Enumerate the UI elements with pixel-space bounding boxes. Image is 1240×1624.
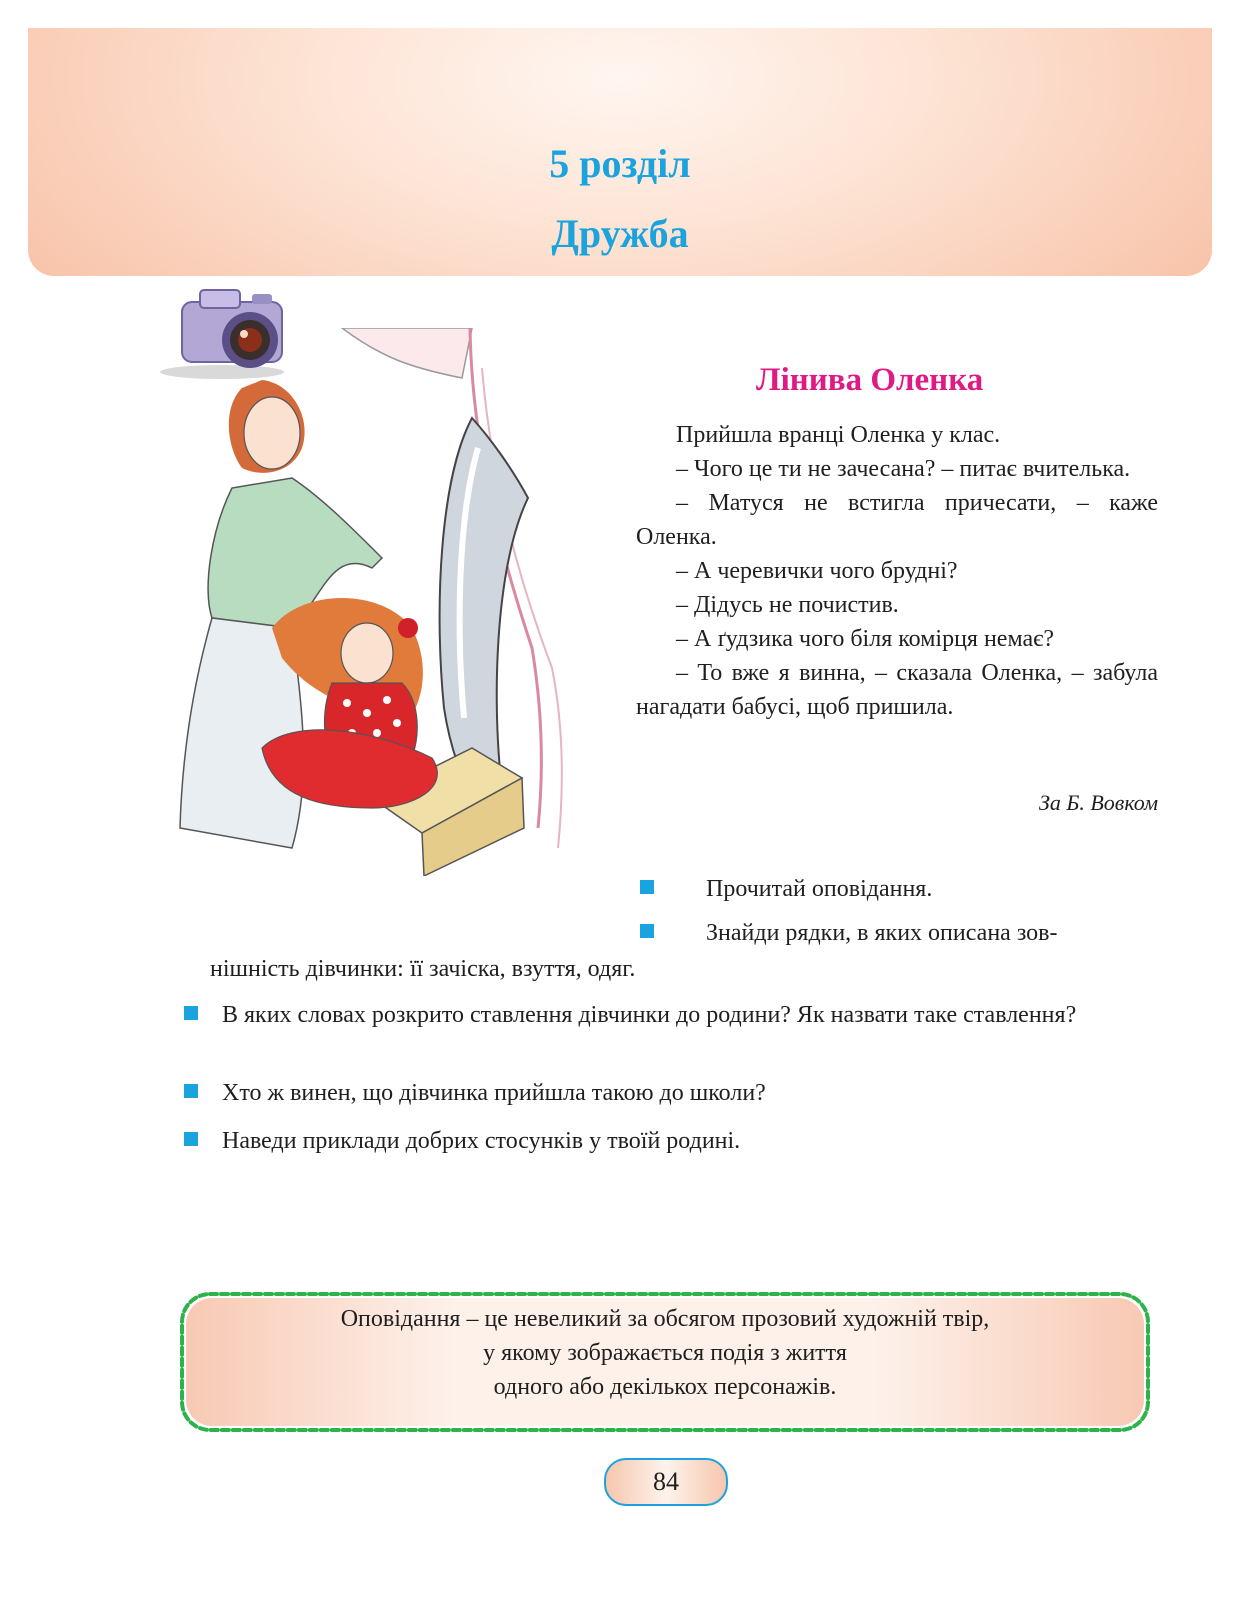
question-4: Хто ж винен, що дівчинка прийшла такою до школи? [222, 1080, 766, 1106]
definition-line: у якому зображається подія з життя [483, 1340, 847, 1366]
story-author: За Б. Вовком [1038, 790, 1158, 815]
question-3: В яких словах розкрито ставлення дівчинки до родини? Як назвати таке ставлення? [222, 1002, 1077, 1028]
chapter-title: Дружба [551, 211, 689, 256]
square-bullet-icon [184, 1006, 198, 1020]
square-bullet-icon [640, 924, 654, 938]
story-line: – Чого це ти не зачесана? – питає вчителька. [676, 456, 1131, 482]
question-2-continuation: нішність дівчинки: її зачіска, взуття, одяг. [210, 956, 636, 982]
chapter-number: 5 розділ [549, 141, 691, 186]
definition-line: одного або декількох персонажів. [493, 1374, 837, 1400]
question-5: Наведи приклади добрих стосунків у твоїй родині. [222, 1128, 741, 1154]
question-2: Знайди рядки, в яких описана зов- [706, 920, 1058, 946]
question-1: Прочитай оповідання. [706, 876, 933, 902]
story-text [636, 418, 1158, 724]
story-line: – А ґудзика чого біля комірця немає? [676, 626, 1055, 652]
story-line: – Матуся не встигла причесати, – каже Оленка. [636, 490, 1158, 550]
page-number: 84 [604, 1458, 728, 1506]
story-line: – То вже я винна, – сказала Оленка, – забула нагадати бабусі, щоб пришила. [636, 660, 1158, 720]
definition-line: Оповідання – це невеликий за обсягом прозовий художній твір, [340, 1306, 990, 1332]
square-bullet-icon [184, 1084, 198, 1098]
mother-combing-girl-illustration [172, 328, 592, 876]
story-line: – Дідусь не почистив. [676, 592, 899, 618]
square-bullet-icon [184, 1132, 198, 1146]
story-line: Прийшла вранці Оленка у клас. [676, 422, 1001, 448]
square-bullet-icon [640, 880, 654, 894]
story-title: Лінива Оленка [756, 362, 984, 398]
story-line: – А черевички чого брудні? [676, 558, 958, 584]
